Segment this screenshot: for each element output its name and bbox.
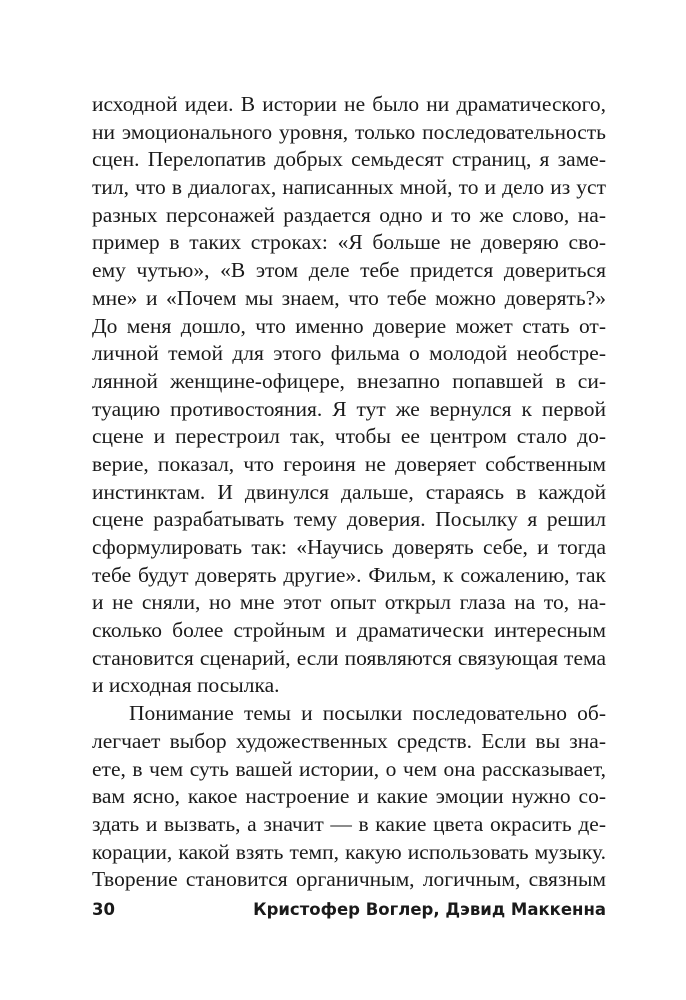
text-line: здать и вызвать, а значит — в какие цвета окрасить де- (92, 811, 606, 836)
text-line: легчает выбор художественных средств. Если вы зна- (92, 728, 606, 753)
text-line: разных персонажей раздается одно и то же слово, на- (92, 202, 606, 227)
paragraph-2 (92, 700, 606, 894)
text-line: и не сняли, но мне этот опыт открыл глаза на то, на- (92, 590, 606, 615)
paragraph-1 (92, 91, 606, 700)
text-line: сцене и перестроил так, чтобы ее центром стало до- (92, 424, 606, 449)
text-line: личной темой для этого фильма о молодой необстре- (92, 341, 606, 366)
text-line: сколько более стройным и драматически интересным (92, 618, 606, 643)
page-number: 30 (92, 900, 115, 919)
text-line: мне» и «Почем мы знаем, что тебе можно доверять?» (92, 285, 606, 310)
text-line: вам ясно, какое настроение и какие эмоции нужно со- (92, 784, 606, 809)
text-line: инстинктам. И двинулся дальше, стараясь в каждой (92, 479, 606, 504)
running-title: Кристофер Воглер, Дэвид Маккенна (253, 900, 606, 919)
text-line: и исходная посылка. (92, 673, 280, 698)
text-line: ни эмоционального уровня, только последовательность (92, 119, 606, 144)
text-line: пример в таких строках: «Я больше не доверяю сво- (92, 230, 606, 255)
text-line: сцен. Перелопатив добрых семьдесят страниц, я заме- (92, 147, 606, 172)
text-line: До меня дошло, что именно доверие может стать от- (92, 313, 606, 338)
text-line: исходной идеи. В истории не было ни драматического, (92, 92, 606, 116)
text-line: ему чутью», «В этом деле тебе придется довериться (92, 258, 606, 283)
text-line: ете, в чем суть вашей истории, о чем она рассказывает, (92, 756, 606, 781)
body-text (92, 91, 606, 894)
text-line: сформулировать так: «Научись доверять себе, и тогда (92, 535, 606, 559)
text-line: туацию противостояния. Я тут же вернулся к первой (92, 396, 606, 421)
text-line: тебе будут доверять другие». Фильм, к сожалению, так (92, 562, 606, 587)
page-footer (92, 897, 606, 923)
text-line: Понимание темы и посылки последовательно об- (129, 701, 606, 726)
text-line: лянной женщине-офицере, внезапно попавшей в си- (92, 368, 606, 393)
text-line: сцене разрабатывать тему доверия. Посылку я решил (92, 507, 606, 532)
text-line: верие, показал, что героиня не доверяет собственным (92, 451, 606, 476)
text-line: корации, какой взять темп, какую использовать музыку. (92, 839, 606, 864)
text-line: становится сценарий, если появляются связующая тема (92, 645, 606, 670)
text-line: Творение становится органичным, логичным, связным (92, 867, 606, 892)
text-line: тил, что в диалогах, написанных мной, то и дело из уст (92, 175, 606, 200)
